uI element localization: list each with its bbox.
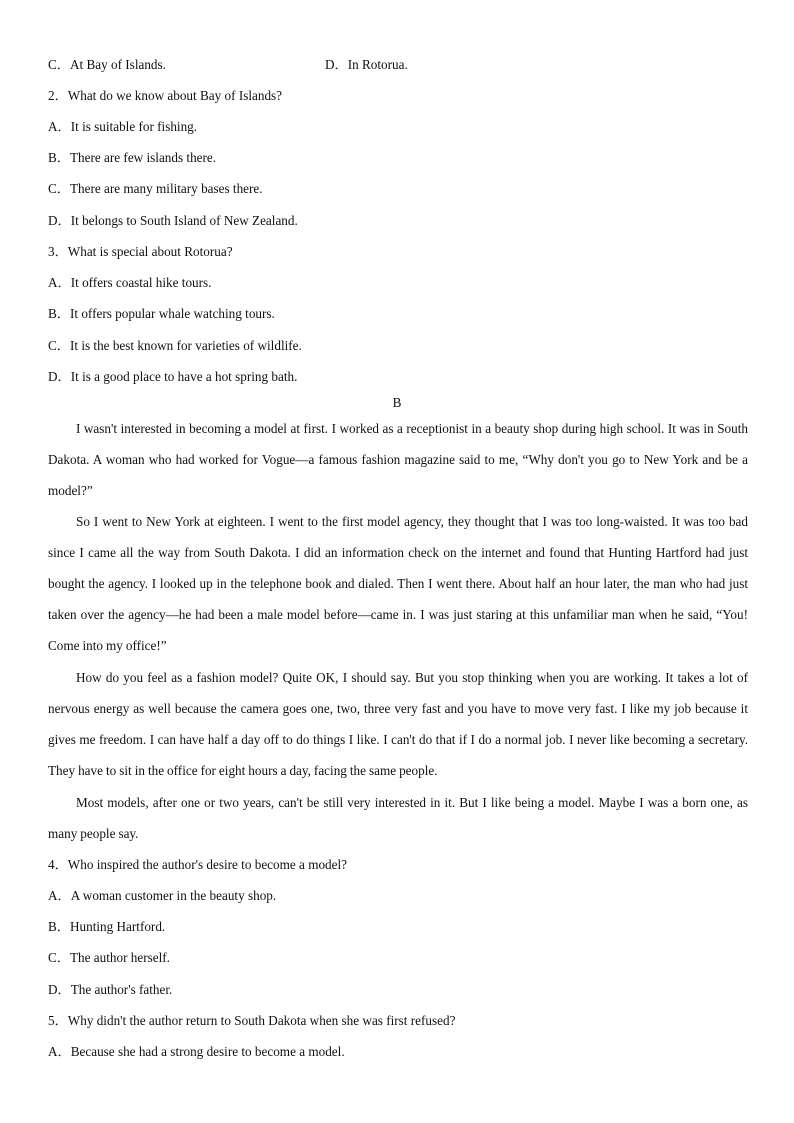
passage-paragraph-1: I wasn't interested in becoming a model at first. I worked as a receptionist in a beauty shop during high school. It was in South Dakota. A woman who had worked for Vogue—a famous fashion magazine said to me, “Why don't you go to New York and be a model?” bbox=[48, 421, 748, 498]
q5-question: 5．Why didn't the author return to South Dakota when she was first refused? bbox=[48, 1013, 456, 1028]
q3-option-c: C．It is the best known for varieties of wildlife. bbox=[48, 338, 302, 353]
q2-option-a: A．It is suitable for fishing. bbox=[48, 119, 198, 134]
q1-option-d: D．In Rotorua. bbox=[325, 57, 408, 72]
passage-paragraph-3: How do you feel as a fashion model? Quite OK, I should say. But you stop thinking when you are working. It takes a lot of nervous energy as well because the camera goes one, two, three very fast and you have to move very fast. I like my job because it gives me freedom. I can have half a day off to do things I like. I can't do that if I do a normal job. I never like becoming a secretary. They have to sit in the office for eight hours a day, facing the same people. bbox=[48, 670, 748, 778]
passage-paragraph-2: So I went to New York at eighteen. I went to the first model agency, they thought that I was too long-waisted. It was too bad since I came all the way from South Dakota. I did an information check on the internet and found that Hunting Hartford had just bought the agency. I looked up in the telephone book and dialed. Then I went there. About half an hour later, the man who had just taken over the agency—he had been a male model before—came in. I was just staring at this unfamiliar man when he said, “You! Come into my office!” bbox=[48, 514, 748, 653]
q4-option-c: C．The author herself. bbox=[48, 950, 170, 965]
q4-option-d: D．The author's father. bbox=[48, 982, 173, 997]
q2-option-b: B．There are few islands there. bbox=[48, 150, 217, 165]
q5-option-a: A．Because she had a strong desire to become a model. bbox=[48, 1044, 345, 1059]
q3-option-b: B．It offers popular whale watching tours. bbox=[48, 306, 275, 321]
q2-option-d: D．It belongs to South Island of New Zealand. bbox=[48, 213, 298, 228]
q4-option-a: A．A woman customer in the beauty shop. bbox=[48, 888, 277, 903]
q3-option-a: A．It offers coastal hike tours. bbox=[48, 275, 212, 290]
q2-option-c: C．There are many military bases there. bbox=[48, 181, 263, 196]
passage-paragraph-4: Most models, after one or two years, can't be still very interested in it. But I like being a model. Maybe I was a born one, as many people say. bbox=[48, 795, 748, 841]
q2-question: 2．What do we know about Bay of Islands? bbox=[48, 88, 283, 103]
q4-question: 4．Who inspired the author's desire to become a model? bbox=[48, 857, 348, 872]
q1-option-c: C．At Bay of Islands. bbox=[48, 57, 166, 72]
q4-option-b: B．Hunting Hartford. bbox=[48, 919, 166, 934]
q3-option-d: D．It is a good place to have a hot spring bath. bbox=[48, 369, 298, 384]
passage-b-title: B bbox=[392, 395, 402, 410]
q3-question: 3．What is special about Rotorua? bbox=[48, 244, 233, 259]
